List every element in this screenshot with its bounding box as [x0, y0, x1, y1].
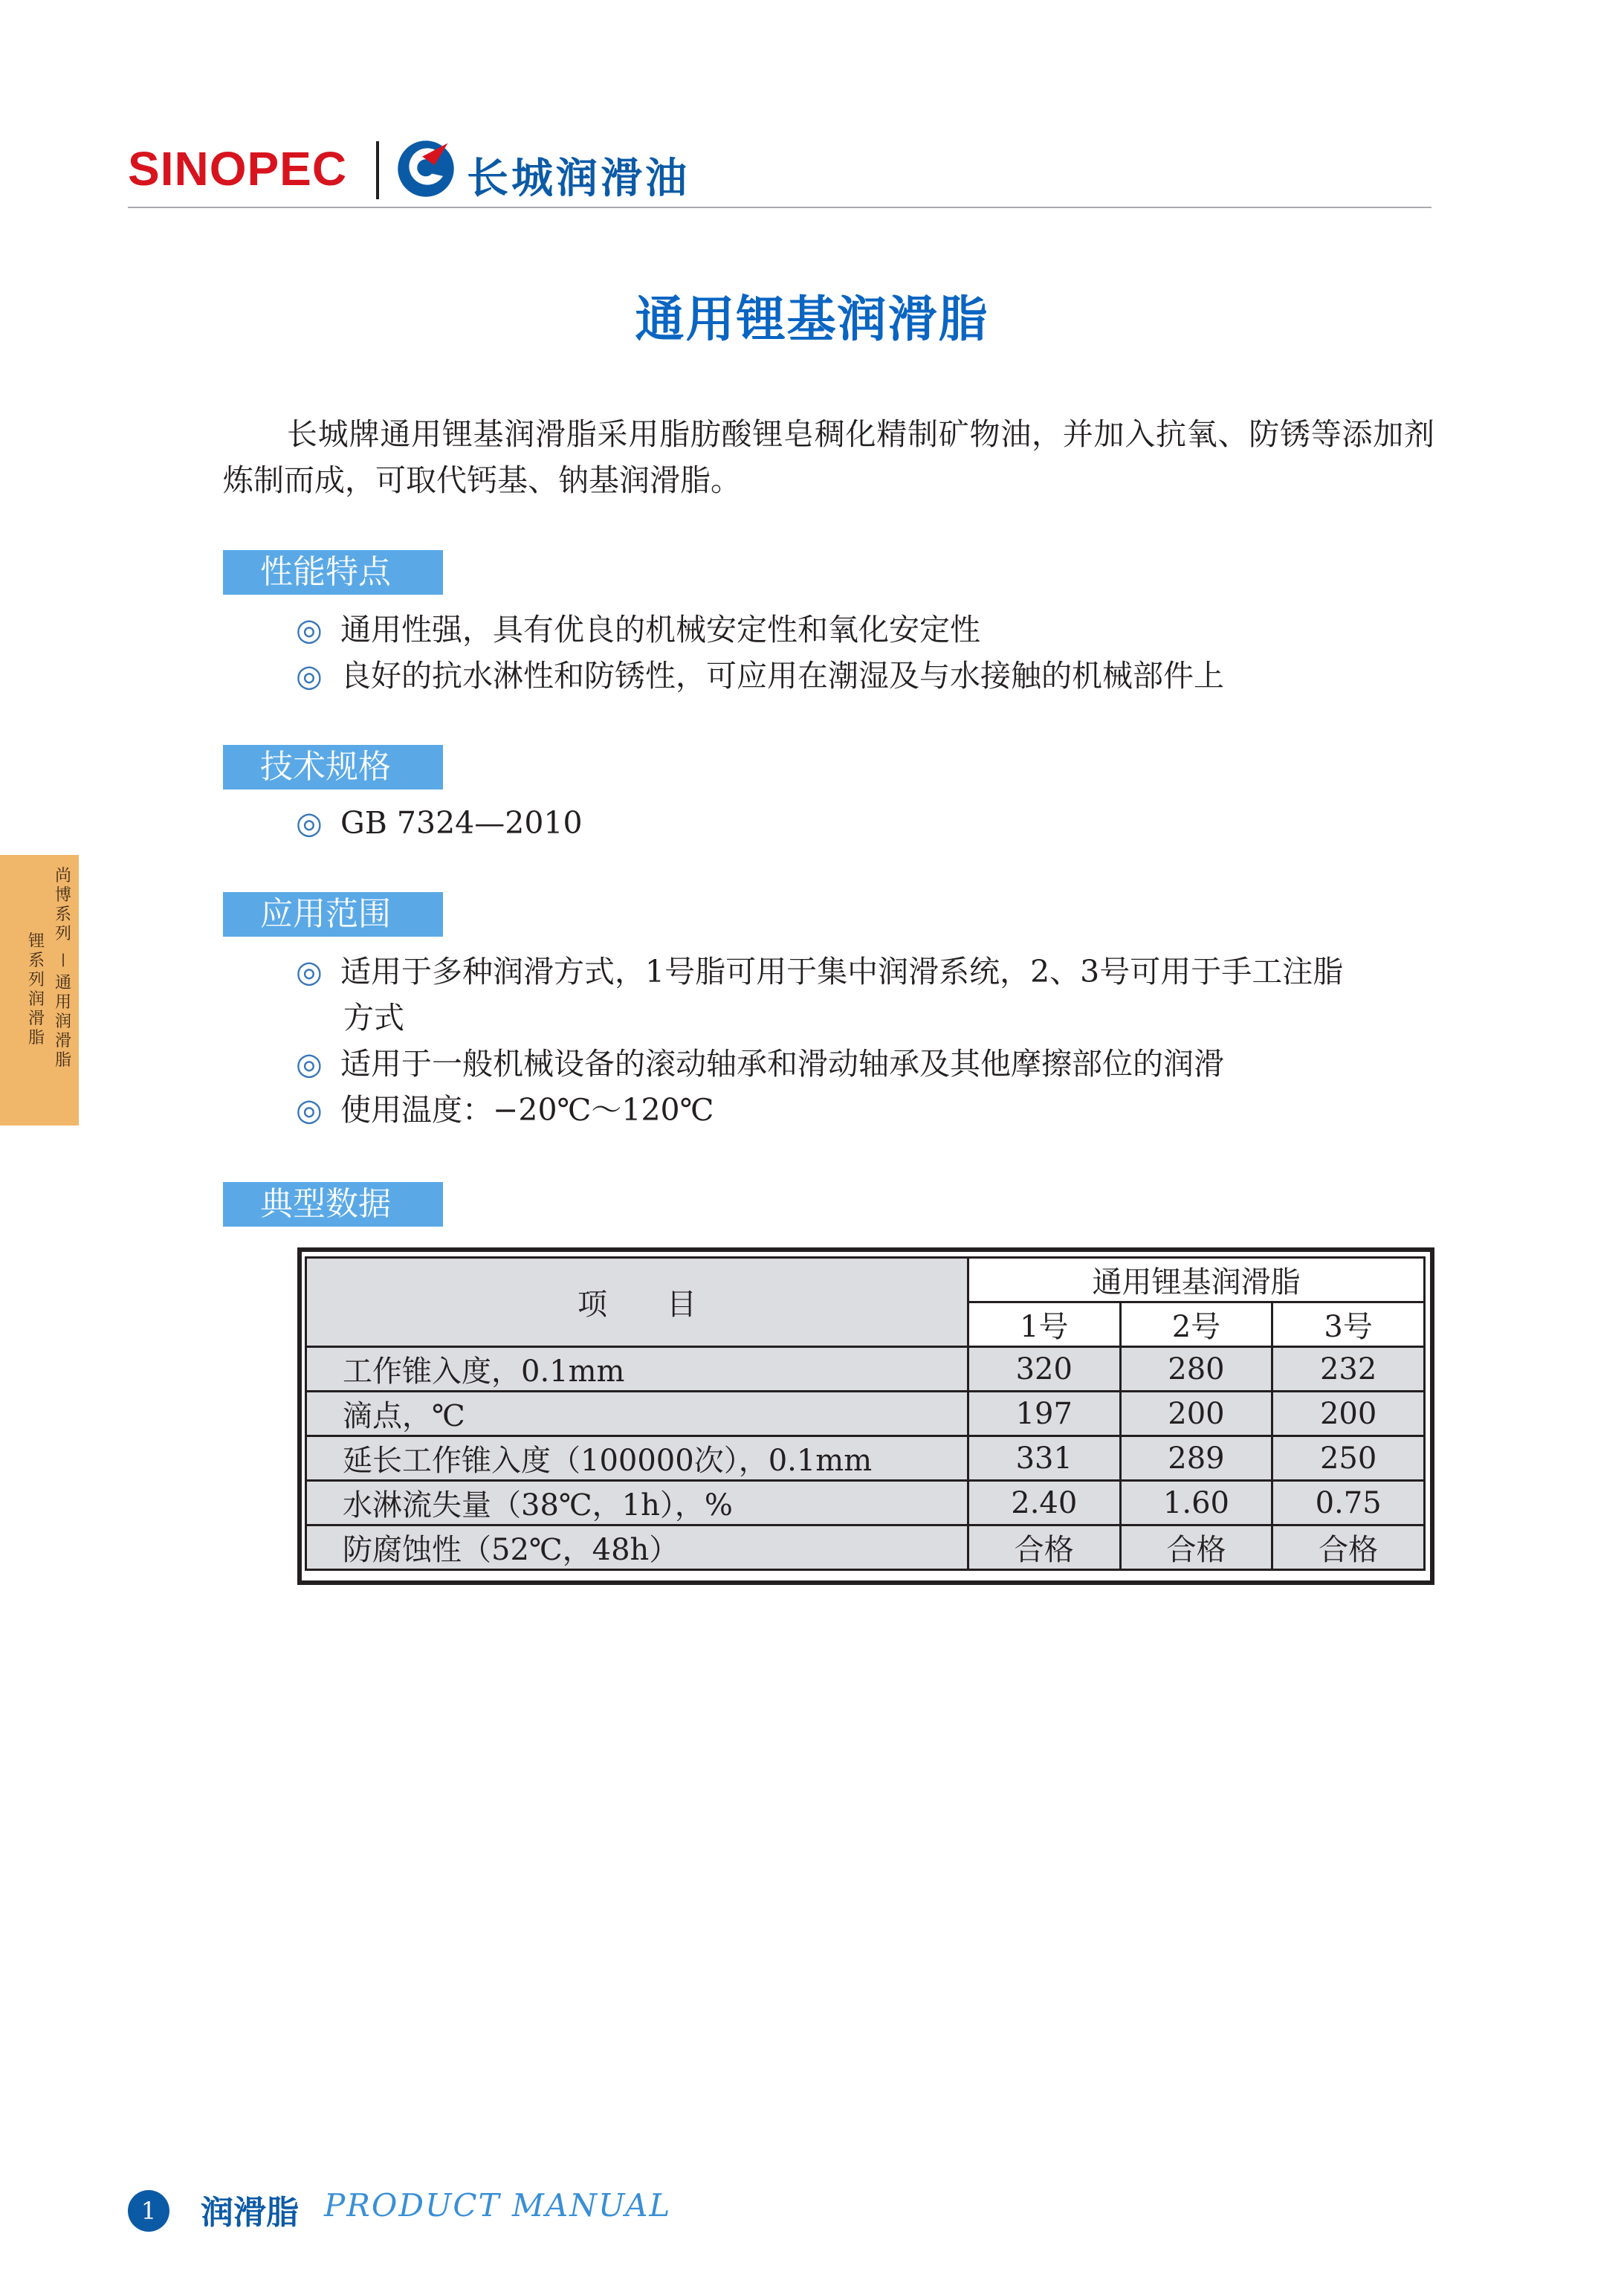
- table-header-item: 项 目: [306, 1258, 968, 1347]
- feature-text: 良好的抗水淋性和防锈性，可应用在潮湿及与水接触的机械部件上: [340, 658, 1224, 694]
- table-cell-value: 331: [968, 1436, 1120, 1481]
- application-text: 适用于一般机械设备的滚动轴承和滑动轴承及其他摩擦部位的润滑: [340, 1046, 1224, 1082]
- table-cell-item: 防腐蚀性（52℃，48h）: [306, 1525, 968, 1570]
- table-row: [306, 1525, 1425, 1570]
- application-text: 使用温度：−20℃～120℃: [340, 1092, 714, 1128]
- table-cell-value: 320: [968, 1347, 1120, 1392]
- table-header-product: 通用锂基润滑脂: [968, 1258, 1424, 1302]
- side-tab-separator: |: [60, 952, 66, 967]
- typical-data-table: [305, 1256, 1426, 1571]
- table-cell-item: 水淋流失量（38℃，1h），%: [306, 1481, 968, 1525]
- table-cell-value: 0.75: [1272, 1481, 1425, 1525]
- great-wall-lubricants-logo-text: 长城润滑油: [467, 155, 690, 203]
- bullet-icon: ◎: [296, 658, 323, 694]
- table-row: [306, 1347, 1425, 1392]
- side-tab-category: 锂系列润滑脂: [28, 932, 45, 1047]
- table-header-grade: 1号: [968, 1302, 1120, 1347]
- application-item: [296, 1087, 1440, 1133]
- header-rule: [128, 207, 1431, 208]
- table-cell-value: 289: [1120, 1436, 1272, 1481]
- table-cell-value: 232: [1272, 1347, 1425, 1392]
- bullet-icon: ◎: [296, 805, 323, 841]
- side-tab-product: 通用润滑脂: [54, 974, 71, 1070]
- section-heading-spec: 技术规格: [223, 745, 443, 789]
- great-wall-emblem-icon: [395, 138, 456, 199]
- sinopec-logo: SINOPEC: [128, 142, 348, 196]
- logo-divider: [376, 141, 379, 199]
- table-cell-value: 200: [1272, 1392, 1425, 1436]
- table-cell-value: 1.60: [1120, 1481, 1272, 1525]
- table-row: [306, 1481, 1425, 1525]
- section-heading-typical-data: 典型数据: [223, 1182, 443, 1227]
- footer-title: 润滑脂: [201, 2194, 299, 2232]
- table-cell-item: 工作锥入度，0.1mm: [306, 1347, 968, 1392]
- table-cell-value: 合格: [1120, 1525, 1272, 1570]
- bullet-icon: ◎: [296, 1092, 323, 1128]
- table-row: [306, 1392, 1425, 1436]
- side-category-tab[interactable]: [0, 855, 79, 1126]
- table-cell-value: 2.40: [968, 1481, 1120, 1525]
- table-cell-value: 197: [968, 1392, 1120, 1436]
- table-cell-value: 250: [1272, 1436, 1425, 1481]
- feature-item: [296, 607, 1440, 653]
- table-cell-item: 滴点，℃: [306, 1392, 968, 1436]
- feature-item: [296, 653, 1440, 699]
- bullet-icon: ◎: [296, 1046, 323, 1082]
- table-cell-item: 延长工作锥入度（100000次），0.1mm: [306, 1436, 968, 1481]
- application-item: [296, 1041, 1440, 1087]
- bullet-icon: ◎: [296, 612, 323, 648]
- spec-item: [296, 800, 1440, 846]
- application-item: [296, 949, 1440, 995]
- spec-text: GB 7324—2010: [340, 805, 583, 841]
- application-text: 适用于多种润滑方式，1号脂可用于集中润滑系统，2、3号可用于手工注脂: [340, 954, 1344, 989]
- table-cell-value: 280: [1120, 1347, 1272, 1392]
- feature-text: 通用性强，具有优良的机械安定性和氧化安定性: [340, 612, 980, 648]
- intro-paragraph: 长城牌通用锂基润滑脂采用脂肪酸锂皂稠化精制矿物油，并加入抗氧、防锈等添加剂炼制而成，可取代钙基、钠基润滑脂。: [223, 416, 1434, 498]
- table-cell-value: 合格: [968, 1525, 1120, 1570]
- page-title: 通用锂基润滑脂: [635, 291, 989, 348]
- table-header-grade: 3号: [1272, 1302, 1425, 1347]
- footer-subtitle: PRODUCT MANUAL: [324, 2187, 672, 2224]
- table-cell-value: 200: [1120, 1392, 1272, 1436]
- page-number-badge: 1: [128, 2190, 169, 2232]
- section-heading-features: 性能特点: [223, 550, 443, 595]
- section-heading-application: 应用范围: [223, 892, 443, 937]
- bullet-icon: ◎: [296, 954, 323, 989]
- table-row: [306, 1436, 1425, 1481]
- application-text-continued: 方式: [343, 1000, 404, 1036]
- side-tab-series: 尚博系列: [54, 867, 71, 943]
- table-cell-value: 合格: [1272, 1525, 1425, 1570]
- table-header-grade: 2号: [1120, 1302, 1272, 1347]
